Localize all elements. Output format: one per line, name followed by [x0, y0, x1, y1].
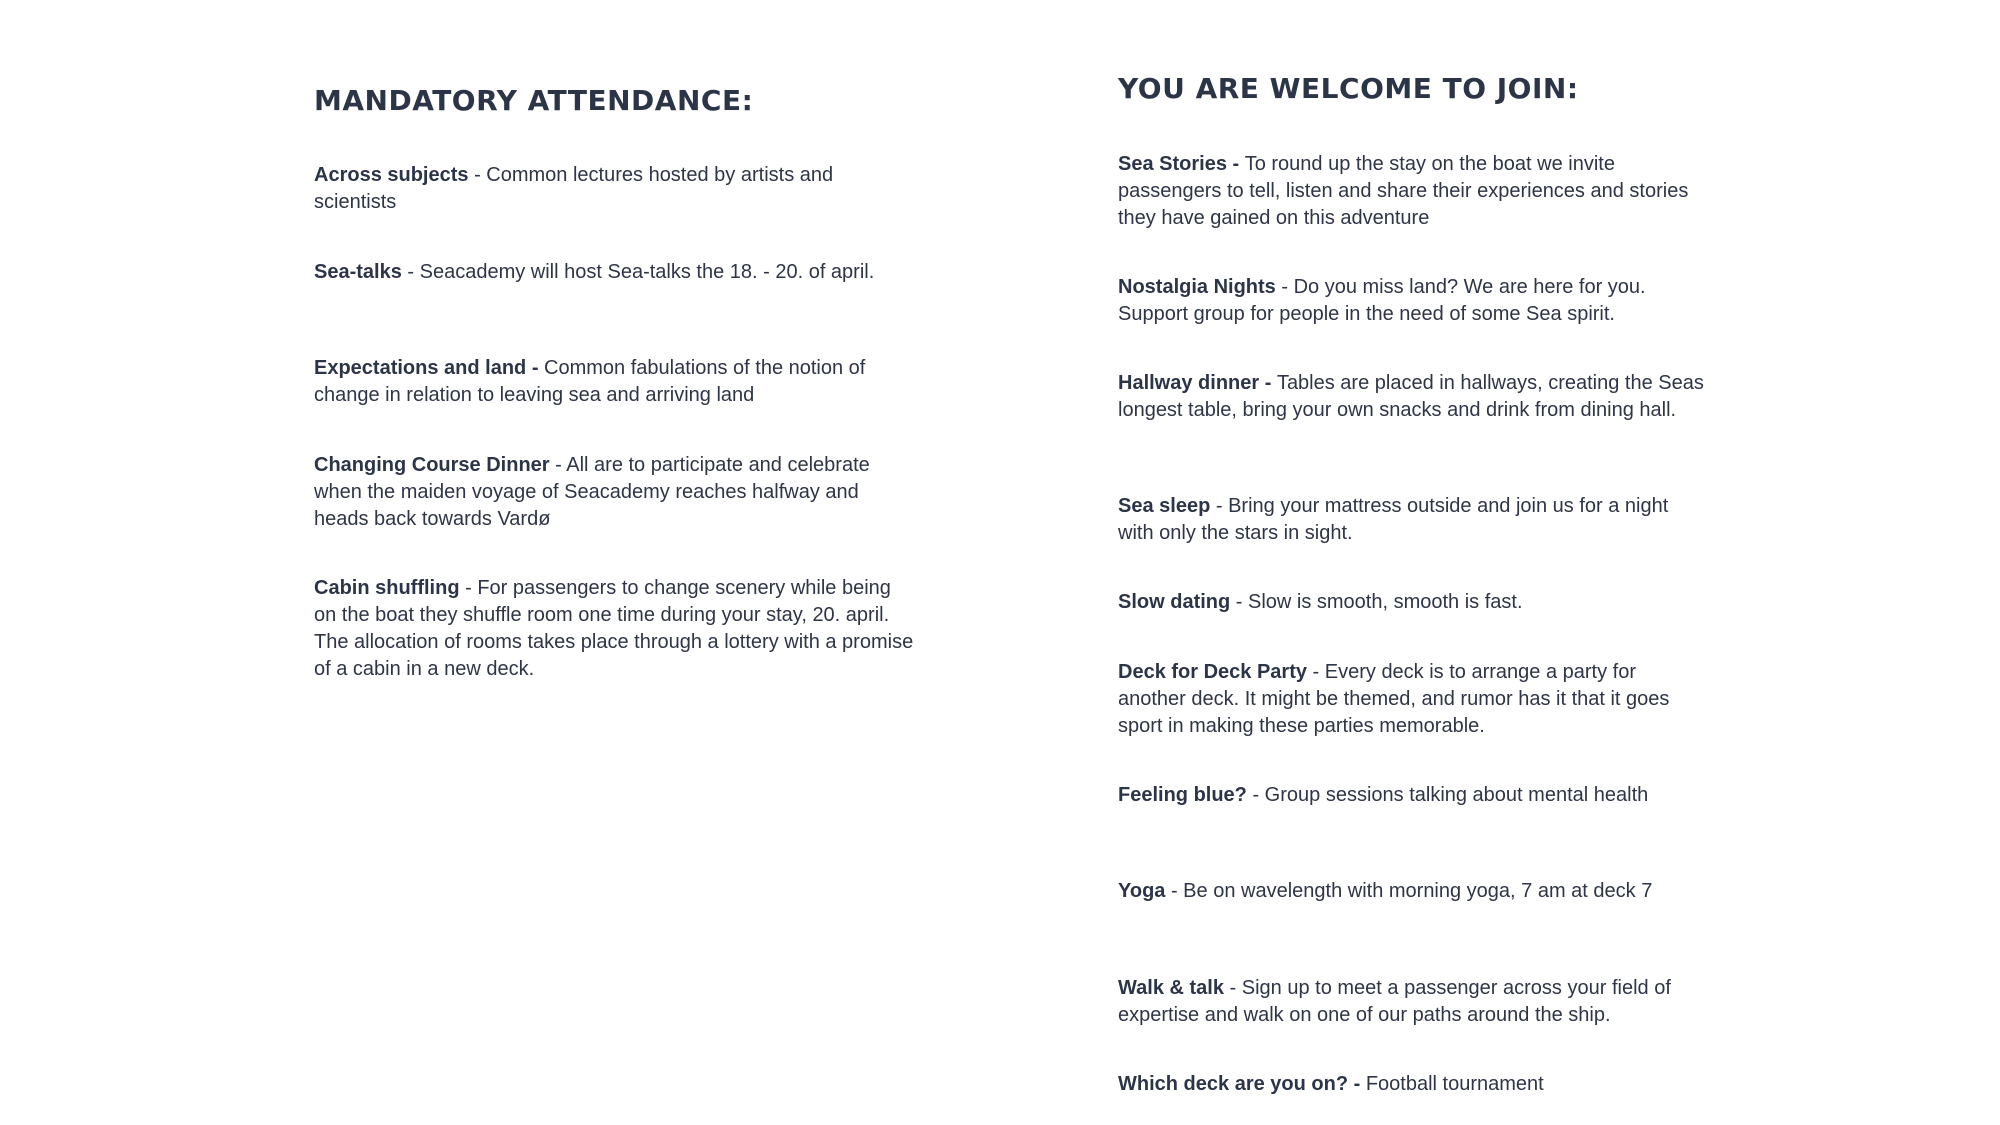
item-description: - Group sessions talking about mental health: [1246, 784, 1649, 806]
welcome-heading: YOU ARE WELCOME TO JOIN:: [1118, 72, 1579, 105]
item-title: Cabin shuffling: [314, 577, 460, 599]
list-item: [1118, 151, 1708, 232]
item-title: Which deck are you on? -: [1118, 1073, 1366, 1095]
item-title: Sea sleep: [1118, 495, 1211, 517]
item-description: - Slow is smooth, smooth is fast.: [1230, 591, 1523, 613]
item-description: - Seacademy will host Sea-talks the 18. - 20. of april.: [401, 261, 875, 283]
list-item: [1118, 493, 1708, 547]
list-item: [1118, 274, 1708, 328]
item-description: - Sign up to meet a passenger across your field of expertise and walk on one of our paths around the ship.: [1118, 977, 1671, 1026]
item-description: - Common lectures hosted by artists and scientists: [314, 164, 834, 213]
item-title: Sea Stories -: [1118, 153, 1245, 175]
item-description: - Do you miss land? We are here for you. Support group for people in the need of some Sea spirit.: [1118, 276, 1646, 325]
list-item: [1118, 975, 1708, 1029]
list-item: [314, 162, 914, 216]
item-description: - Bring your mattress outside and join us for a night with only the stars in sight.: [1118, 495, 1669, 544]
item-title: Deck for Deck Party: [1118, 661, 1307, 683]
item-description: Common fabulations of the notion of change in relation to leaving sea and arriving land: [314, 357, 866, 406]
list-item: [314, 355, 914, 409]
mandatory-heading: MANDATORY ATTENDANCE:: [314, 84, 754, 117]
item-title: Expectations and land -: [314, 357, 545, 379]
item-description: - For passengers to change scenery while being on the boat they shuffle room one time during your stay, 20. april. The allocation of rooms takes place through a lottery with a promise of a cabin in a new deck.: [314, 577, 914, 680]
item-description: - All are to participate and celebrate when the maiden voyage of Seacademy reaches halfway and heads back towards Vardø: [314, 454, 870, 530]
item-title: Walk & talk: [1118, 977, 1224, 999]
list-item: [314, 452, 914, 533]
item-description: To round up the stay on the boat we invite passengers to tell, listen and share their experiences and stories they have gained on this adventure: [1118, 153, 1689, 229]
item-title: Slow dating: [1118, 591, 1231, 613]
list-item: [1118, 589, 1708, 616]
item-title: Sea-talks: [314, 261, 402, 283]
item-title: Across subjects: [314, 164, 469, 186]
list-item: [314, 259, 914, 286]
list-item: [314, 575, 914, 683]
item-title: Changing Course Dinner: [314, 454, 550, 476]
list-item: [1118, 878, 1708, 905]
item-description: Football tournament: [1365, 1073, 1544, 1095]
item-description: Tables are placed in hallways, creating the Seas longest table, bring your own snacks and drink from dining hall.: [1118, 372, 1704, 421]
item-title: Hallway dinner -: [1118, 372, 1277, 394]
list-item: [1118, 782, 1708, 809]
list-item: [1118, 659, 1708, 740]
item-title: Nostalgia Nights: [1118, 276, 1276, 298]
item-description: - Every deck is to arrange a party for another deck. It might be themed, and rumor has it that it goes sport in making these parties memorable.: [1118, 661, 1670, 737]
item-title: Yoga: [1118, 880, 1171, 902]
list-item: [1118, 1071, 1708, 1098]
list-item: [1118, 370, 1708, 424]
item-description: - Be on wavelength with morning yoga, 7 am at deck 7: [1170, 880, 1653, 902]
item-title: Feeling blue?: [1118, 784, 1247, 806]
